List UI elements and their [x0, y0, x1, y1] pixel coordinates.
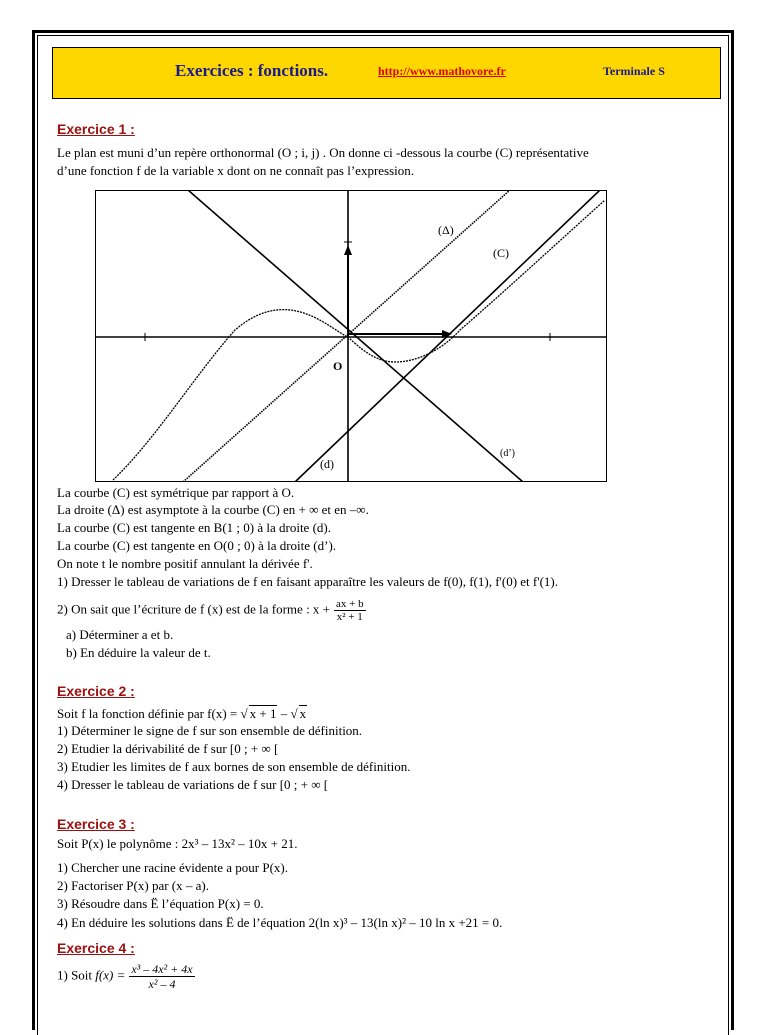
ex4-denominator: x² – 4 [148, 977, 176, 991]
ex4-numerator: x³ – 4x² + 4x [131, 962, 193, 976]
exercise-3-heading: Exercice 3 : [57, 816, 135, 832]
level-label: Terminale S [603, 64, 665, 78]
ex2-question-3: 3) Etudier les limites de f aux bornes de son ensemble de définition. [57, 759, 411, 774]
ex4-prefix: 1) Soit [57, 967, 93, 983]
ex4-fx: f(x) = [95, 967, 126, 983]
ex2-def-prefix: Soit f la fonction définie par f(x) = [57, 706, 238, 721]
ex1-question-2a: a) Déterminer a et b. [66, 627, 174, 642]
ex1-q2-numerator: ax + b [336, 598, 364, 610]
ex1-line-5: On note t le nombre positif annulant la dérivée f'. [57, 556, 313, 571]
label-c: (C) [493, 246, 509, 260]
ex2-sqrt-2: x [299, 706, 307, 721]
ex2-minus: – [280, 706, 288, 721]
ex3-polynomial: Soit P(x) le polynôme : 2x³ – 13x² – 10x + 21. [57, 836, 298, 851]
website-link[interactable]: http://www.mathovore.fr [378, 64, 506, 78]
exercise-1-heading: Exercice 1 : [57, 121, 135, 137]
ex3-question-3: 3) Résoudre dans Ë l’équation P(x) = 0. [57, 896, 264, 911]
label-origin: O [333, 359, 343, 373]
ex3-question-2: 2) Factoriser P(x) par (x – a). [57, 878, 209, 893]
ex3-question-1: 1) Chercher une racine évidente a pour P(x). [57, 860, 289, 875]
ex1-intro-line-2: d’une fonction f de la variable x dont on ne connaît pas l’expression. [57, 163, 415, 178]
function-graph [95, 190, 607, 482]
sqrt-symbol-1: √ [240, 706, 248, 721]
ex1-question-2 [57, 598, 366, 623]
exercise-2-heading: Exercice 2 : [57, 683, 135, 699]
label-d: (d) [320, 457, 334, 471]
ex1-q2-denominator: x² + 1 [336, 611, 363, 623]
ex2-question-1: 1) Déterminer le signe de f sur son ensemble de définition. [57, 723, 363, 738]
ex2-definition [57, 705, 307, 722]
label-delta: (Δ) [438, 223, 454, 237]
ex1-question-1: 1) Dresser le tableau de variations de f en faisant apparaître les valeurs de f(0), f(1), f'(0) et f'(1). [57, 574, 558, 589]
exercise-4-heading: Exercice 4 : [57, 940, 135, 956]
page-title: Exercices : fonctions. [175, 61, 329, 80]
ex1-intro-line-1: Le plan est muni d’un repère orthonormal (O ; i, j) . On donne ci -dessous la courbe (C) représentative [57, 145, 589, 160]
header-banner [52, 47, 721, 99]
ex1-line-2: La droite (Δ) est asymptote à la courbe (C) en + ∞ et en –∞. [57, 502, 369, 517]
label-d-prime: (d’) [500, 448, 515, 459]
ex1-question-2b: b) En déduire la valeur de t. [66, 645, 211, 660]
ex2-question-2: 2) Etudier la dérivabilité de f sur [0 ; + ∞ [ [57, 741, 279, 756]
ex3-question-4: 4) En déduire les solutions dans Ë de l’équation 2(ln x)³ – 13(ln x)² – 10 ln x +21 = 0. [57, 915, 503, 930]
ex4-question-1 [57, 962, 195, 991]
graph-frame [96, 191, 607, 482]
ex1-q2-fraction [334, 598, 366, 623]
ex4-fraction [129, 962, 194, 991]
ex1-line-4: La courbe (C) est tangente en O(0 ; 0) à la droite (d’). [57, 538, 337, 553]
ex2-sqrt-1: x + 1 [249, 706, 277, 721]
ex2-question-4: 4) Dresser le tableau de variations de f sur [0 ; + ∞ [ [57, 777, 329, 792]
ex1-q2-prefix: 2) On sait que l’écriture de f (x) est de la forme : x + [57, 601, 331, 617]
ex1-line-1: La courbe (C) est symétrique par rapport à O. [57, 485, 295, 500]
ex1-line-3: La courbe (C) est tangente en B(1 ; 0) à la droite (d). [57, 520, 331, 535]
sqrt-symbol-2: √ [290, 706, 298, 721]
